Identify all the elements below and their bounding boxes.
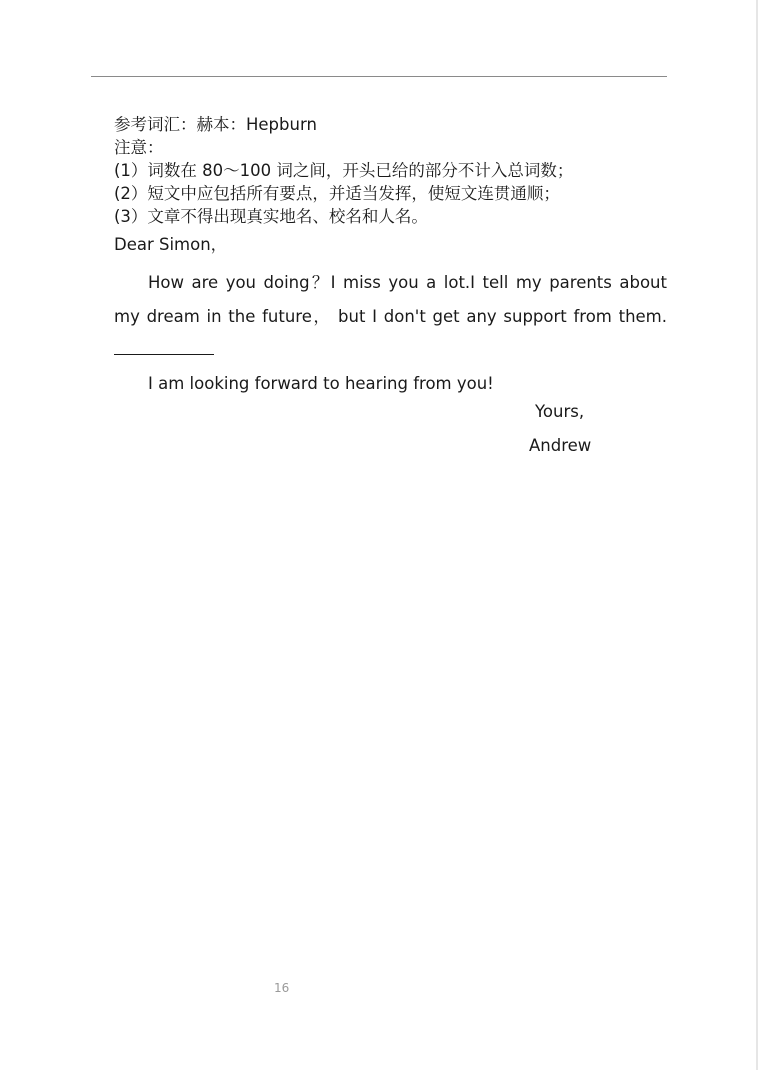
letter-sign-off: Yours, bbox=[535, 402, 585, 421]
header-rule bbox=[91, 76, 667, 77]
letter-body-text: How are you doing？I miss you a lot.I tell my parents about my dream in the future， but I don't get any support from them. bbox=[114, 273, 667, 326]
letter-body-paragraph bbox=[114, 266, 667, 367]
answer-blank bbox=[114, 338, 214, 355]
page-number: 16 bbox=[274, 981, 290, 995]
note-item-3: (3）文章不得出现真实地名、校名和人名。 bbox=[114, 207, 428, 226]
note-item-2: (2）短文中应包括所有要点，并适当发挥，使短文连贯通顺； bbox=[114, 184, 560, 203]
document-content bbox=[114, 113, 667, 400]
letter-closing: I am looking forward to hearing from you! bbox=[148, 373, 494, 393]
letter-greeting: Dear Simon， bbox=[114, 235, 228, 254]
vocab-hint: 参考词汇：赫本：Hepburn bbox=[114, 115, 317, 134]
notes-heading: 注意： bbox=[114, 138, 164, 157]
letter-signature: Andrew bbox=[529, 436, 592, 455]
note-item-1: (1）词数在 80～100 词之间，开头已给的部分不计入总词数； bbox=[114, 161, 574, 180]
